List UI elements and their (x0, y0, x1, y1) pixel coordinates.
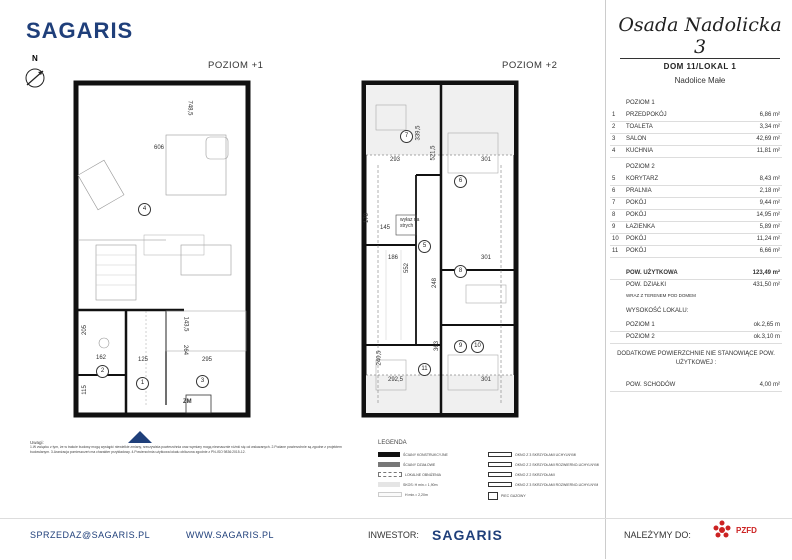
dim-label: 301 (481, 255, 492, 261)
dim-label: 170 (364, 212, 371, 224)
dim-label: 145 (380, 225, 391, 231)
dim-label: 552 (404, 262, 411, 274)
table-row: 11 POKÓJ 6,66 m² (610, 246, 782, 258)
legend-item: ŚCIANY KONSTRUKCYJNE (378, 452, 448, 457)
dim-label: 125 (138, 357, 149, 363)
unit-location: Nadolice Małe (674, 76, 726, 85)
room-number: 3 (196, 375, 209, 388)
table-row: 3 SALON 42,69 m² (610, 134, 782, 146)
member-label: NALEŻYMY DO: (624, 530, 691, 540)
title-underline (620, 58, 780, 59)
extra-area-label: DODATKOWE POWIERZCHNIE NIE STANOWIĄCE POW. UŻYTKOWEJ : (617, 351, 775, 366)
sales-email-link[interactable]: SPRZEDAZ@SAGARIS.PL (30, 530, 151, 540)
table-row: 7 POKÓJ 9,44 m² (610, 198, 782, 210)
table-row: 10 POKÓJ 11,24 m² (610, 234, 782, 246)
height-label: WYSOKOŚĆ LOKALU: (626, 308, 689, 314)
dim-label: 292,5 (388, 377, 404, 383)
room-number: 8 (454, 265, 467, 278)
panel-divider (605, 0, 606, 559)
room-number: 4 (138, 203, 151, 216)
stairs-area-row: POW. SCHODÓW 4,00 m² (610, 380, 782, 392)
legend (378, 440, 608, 508)
plot-area-row: POW. DZIAŁKI 431,50 m² (626, 282, 780, 288)
room-number: 1 (136, 377, 149, 390)
floor-plan-level-2 (356, 75, 526, 425)
dim-label: 606 (154, 145, 165, 151)
floor-plan-level-1 (66, 75, 258, 425)
dim-label: 363 (434, 340, 441, 352)
legend-item: OKNO Z 3 SKRZYDŁAMI ROZWIERNO-UCHYLNYM (488, 482, 598, 487)
legend-item: OKNO Z 2 SKRZYDŁAMI ROZWIERNO-UCHYLNYMI (488, 462, 599, 467)
investor-logo: SAGARIS (432, 527, 503, 543)
room-number: 9 (454, 340, 467, 353)
level-2-label: POZIOM +2 (502, 60, 558, 71)
website-link[interactable]: WWW.SAGARIS.PL (186, 530, 275, 540)
dim-label: 115 (81, 385, 88, 395)
room-number: 5 (418, 240, 431, 253)
gas-meter-tag: ZM (183, 399, 192, 405)
room-number: 7 (400, 130, 413, 143)
dim-label: 143,5 (182, 316, 189, 332)
dim-label: 162 (96, 355, 107, 361)
unit-name: DOM 11/LOKAL 1 (663, 62, 737, 71)
room-number: 11 (418, 363, 431, 376)
room-number: 2 (96, 365, 109, 378)
table-row: 4 KUCHNIA 11,81 m² (610, 146, 782, 158)
dim-label: 186 (388, 255, 399, 261)
investor-label: INWESTOR: (368, 530, 419, 540)
dim-label: 301 (481, 157, 492, 163)
project-title: Osada Nadolicka 3 (618, 14, 782, 58)
level-1-label: POZIOM +1 (208, 60, 264, 71)
dim-label: 301 (481, 377, 492, 383)
legend-item: OKNO Z 2 SKRZYDŁAMI (488, 472, 555, 477)
legend-item: ŚCIANY DZIAŁOWE (378, 462, 435, 467)
dim-label: 339,5 (415, 125, 422, 141)
dim-label: 240,5 (376, 350, 383, 366)
notes-text: 1.W związku z tym, że w trakcie budowy mogą wystąpić niewielkie zmiany, rzeczywista powierzchnia oraz wymiary mogą nieznacznie różnić się od wskazanych. 2.Podane powierzchnie są zgodne z projektem budowlanym. 3.Aranżacja pomieszczeń ma charakter przykładowy. 4.Powierzchnia użytkowa lokalu obliczona zgodnie z PN-ISO 9836:2015-12. (30, 445, 342, 454)
table-row: 5 KORYTARZ 8,43 m² (610, 174, 782, 186)
table-row: POZIOM 1 ok.2,65 m (610, 320, 782, 332)
notes-block (30, 440, 350, 455)
plot-area-note: WRAZ Z TERENEM POD DOMEM (626, 293, 696, 298)
dim-label: 295 (202, 357, 213, 363)
dim-label: 293 (390, 157, 401, 163)
attic-hatch-note: wyłaz na strych (400, 217, 420, 229)
usable-area-row: POW. UŻYTKOWA 123,49 m² (610, 268, 782, 280)
notes-title: Uwagi: (30, 440, 44, 445)
dim-label: 748,5 (186, 100, 193, 116)
dim-label: 264 (182, 344, 189, 356)
legend-item: OKNO Z 3 SKRZYDŁAMI UCHYLNYMI (488, 452, 576, 457)
svg-text:N: N (32, 54, 38, 63)
legend-title: LEGENDA (378, 440, 407, 446)
level-2-section-label: POZIOM 2 (626, 164, 655, 170)
legend-item: LOKALNE OBNIŻENIA (378, 472, 441, 477)
dim-label: 248 (432, 277, 439, 289)
pzfd-label: PZFD (736, 526, 757, 535)
level-1-section-label: POZIOM 1 (626, 100, 655, 106)
pzfd-logo-icon (712, 520, 732, 545)
compass-icon (22, 52, 48, 92)
table-row: 8 POKÓJ 14,95 m² (610, 210, 782, 222)
table-row: POZIOM 2 ok.3,10 m (610, 332, 782, 344)
legend-item: PIEC GAZOWY (488, 492, 526, 500)
table-row: 2 TOALETA 3,34 m² (610, 122, 782, 134)
dim-label: 521,5 (430, 145, 437, 161)
table-row: 1 PRZEDPOKÓJ 6,86 m² (610, 110, 782, 122)
brand-logo: SAGARIS (26, 18, 134, 43)
legend-item: H min.= 2,20m (378, 492, 428, 497)
room-number: 10 (471, 340, 484, 353)
legend-item: SKOS: H min.= 1,90m (378, 482, 438, 487)
table-row: 9 ŁAZIENKA 5,89 m² (610, 222, 782, 234)
table-row: 6 PRALNIA 2,18 m² (610, 186, 782, 198)
room-number: 6 (454, 175, 467, 188)
dim-label: 205 (82, 324, 89, 336)
